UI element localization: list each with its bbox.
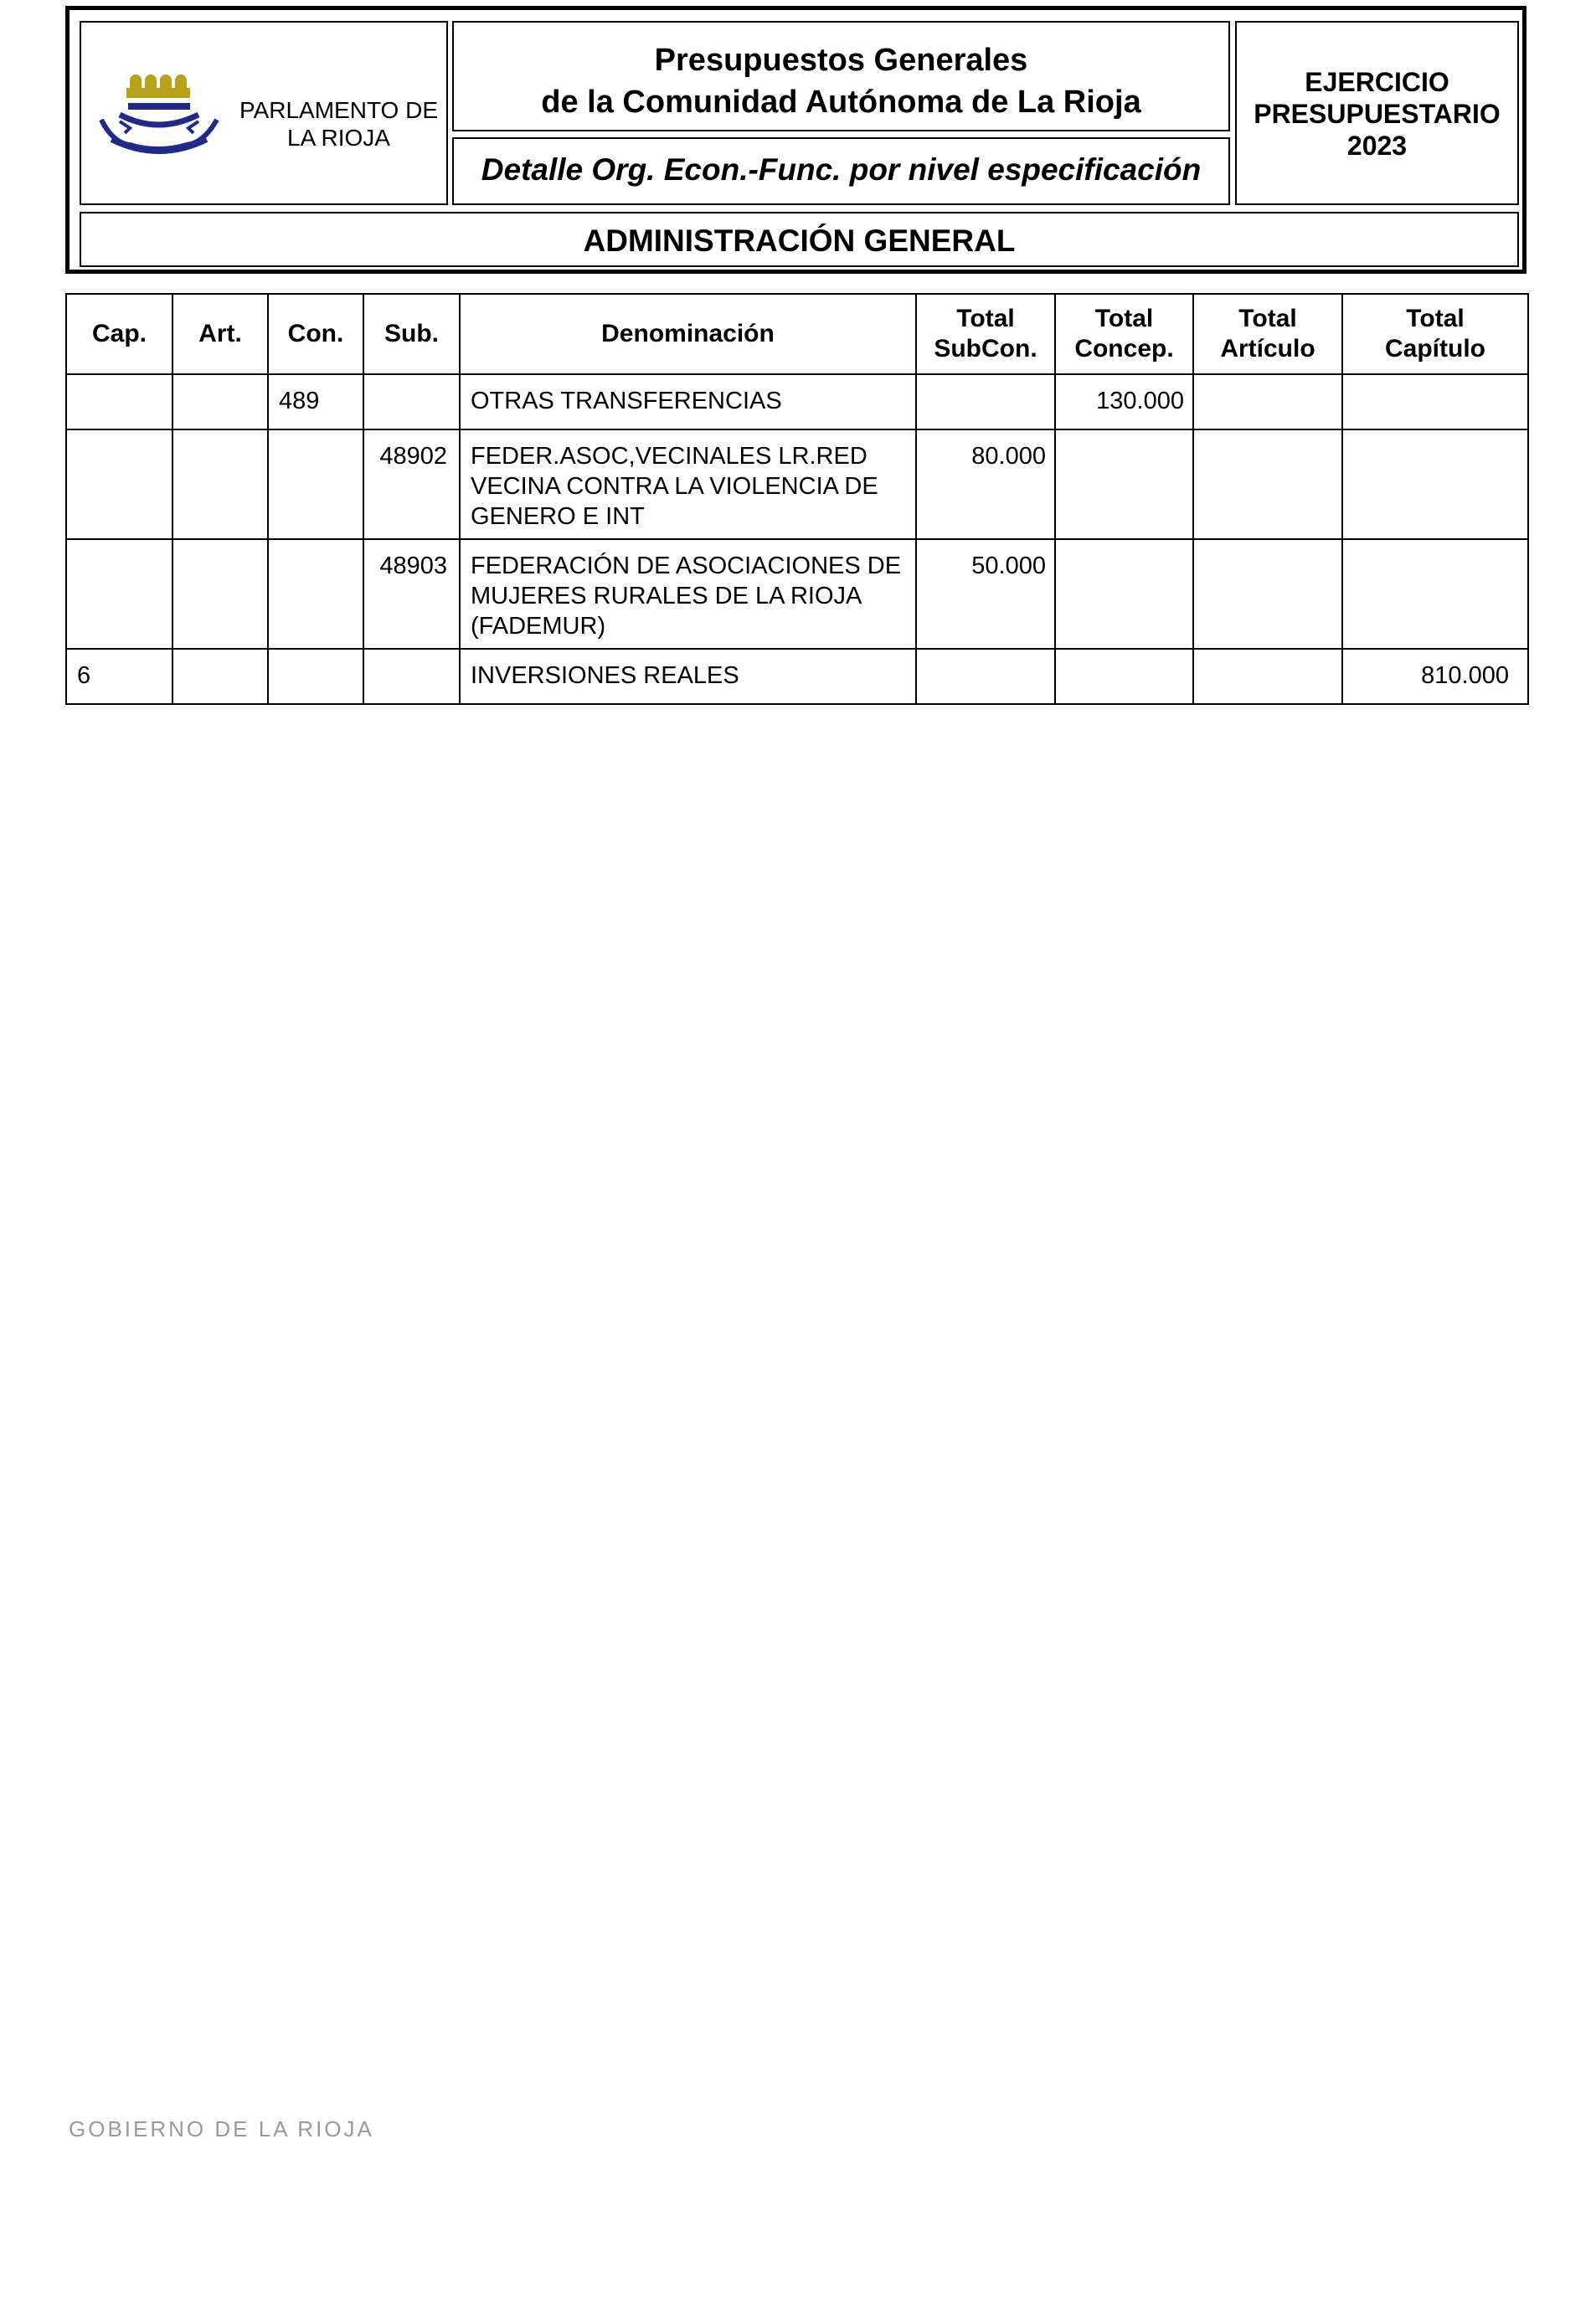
- document-subtitle: Detalle Org. Econ.-Func. por nivel especificación: [481, 152, 1202, 187]
- cell-denominacion: FEDERACIÓN DE ASOCIACIONES DE MUJERES RURALES DE LA RIOJA (FADEMUR): [460, 539, 916, 649]
- header-sub: Sub.: [363, 294, 460, 374]
- footer-text: GOBIERNO DE LA RIOJA: [69, 2116, 374, 2141]
- header-total-capitulo-line-2: Capítulo: [1385, 335, 1485, 362]
- cell-total-articulo: [1193, 649, 1342, 704]
- year-line-3: 2023: [1346, 131, 1408, 161]
- cell-art: [172, 649, 268, 704]
- header-total-concep: [1055, 294, 1193, 374]
- section-panel: [80, 212, 1519, 267]
- cell-sub: [363, 374, 460, 429]
- header-total-capitulo-line-1: Total: [1406, 305, 1465, 332]
- cell-total-articulo: [1193, 539, 1342, 649]
- table-row: [66, 649, 1528, 704]
- fiscal-year-panel: [1235, 21, 1519, 205]
- cell-total-concep: 130.000: [1055, 374, 1193, 429]
- budget-table: [65, 293, 1529, 705]
- document-title: [454, 39, 1228, 123]
- header-total-subcon: [916, 294, 1055, 374]
- table-row: [66, 539, 1528, 649]
- footer-cutoff-text: [69, 2116, 404, 2141]
- title-line-2: de la Comunidad Autónoma de La Rioja: [541, 85, 1141, 120]
- header-denominacion: Denominación: [460, 294, 916, 374]
- header-cap: Cap.: [66, 294, 172, 374]
- header-con: Con.: [268, 294, 363, 374]
- document-header: [65, 6, 1526, 274]
- cell-sub: 48903: [363, 539, 460, 649]
- section-title: ADMINISTRACIÓN GENERAL: [583, 224, 1016, 258]
- header-art: Art.: [172, 294, 268, 374]
- cell-sub: [363, 649, 460, 704]
- header-total-articulo-line-2: Artículo: [1220, 335, 1315, 362]
- year-line-1: EJERCICIO: [1305, 67, 1449, 97]
- cell-total-concep: [1055, 429, 1193, 539]
- cell-total-subcon: [916, 649, 1055, 704]
- cell-con: 489: [268, 374, 363, 429]
- cell-sub: 48902: [363, 429, 460, 539]
- subtitle-panel: [452, 137, 1230, 205]
- header-total-capitulo: [1342, 294, 1528, 374]
- cell-denominacion: OTRAS TRANSFERENCIAS: [460, 374, 916, 429]
- title-line-1: Presupuestos Generales: [654, 43, 1028, 78]
- cell-total-articulo: [1193, 374, 1342, 429]
- title-panel: [452, 21, 1230, 131]
- cell-total-articulo: [1193, 429, 1342, 539]
- cell-art: [172, 374, 268, 429]
- table-header-row: [66, 294, 1528, 374]
- cell-total-capitulo: [1342, 429, 1528, 539]
- cell-total-concep: [1055, 649, 1193, 704]
- cell-cap: [66, 539, 172, 649]
- cell-art: [172, 429, 268, 539]
- logo-line-1: PARLAMENTO DE: [239, 97, 438, 123]
- cell-con: [268, 649, 363, 704]
- header-total-subcon-line-1: Total: [956, 305, 1015, 332]
- cell-con: [268, 539, 363, 649]
- cell-total-subcon: 80.000: [916, 429, 1055, 539]
- logo-line-2: LA RIOJA: [287, 125, 390, 151]
- fiscal-year: [1237, 66, 1517, 162]
- cell-total-capitulo: [1342, 539, 1528, 649]
- header-total-concep-line-1: Total: [1094, 305, 1154, 332]
- table-row: [66, 374, 1528, 429]
- cell-total-capitulo: [1342, 374, 1528, 429]
- header-total-subcon-line-2: SubCon.: [934, 335, 1037, 362]
- cell-total-subcon: 50.000: [916, 539, 1055, 649]
- logo-caption: [236, 96, 441, 152]
- parliament-logo-icon: [96, 73, 230, 165]
- year-line-2: PRESUPUESTARIO: [1254, 99, 1501, 129]
- header-total-concep-line-2: Concep.: [1074, 335, 1174, 362]
- cell-total-subcon: [916, 374, 1055, 429]
- cell-con: [268, 429, 363, 539]
- cell-denominacion: INVERSIONES REALES: [460, 649, 916, 704]
- cell-cap: [66, 429, 172, 539]
- cell-cap: [66, 374, 172, 429]
- header-total-articulo-line-1: Total: [1238, 305, 1297, 332]
- cell-total-concep: [1055, 539, 1193, 649]
- cell-art: [172, 539, 268, 649]
- header-total-articulo: [1193, 294, 1342, 374]
- cell-denominacion: FEDER.ASOC,VECINALES LR.RED VECINA CONTRA LA VIOLENCIA DE GENERO E INT: [460, 429, 916, 539]
- cell-total-capitulo: 810.000: [1342, 649, 1528, 704]
- logo-panel: [80, 21, 448, 205]
- table-row: [66, 429, 1528, 539]
- cell-cap: 6: [66, 649, 172, 704]
